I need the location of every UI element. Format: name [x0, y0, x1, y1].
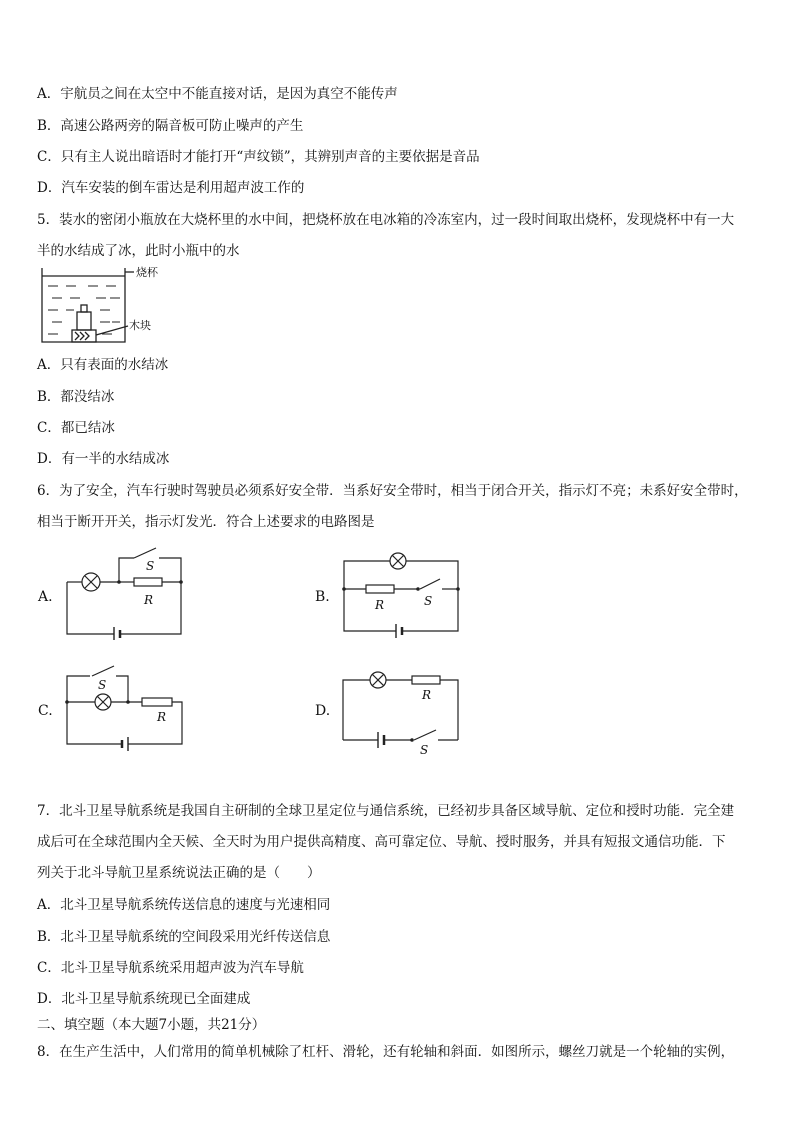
q4-option-c: C．只有主人说出暗语时才能打开“声纹锁”，其辨别声音的主要依据是音品: [37, 149, 480, 165]
q4-option-a: A．宇航员之间在太空中不能直接对话，是因为真空不能传声: [37, 86, 398, 102]
q6-circuit-b: [340, 545, 465, 645]
q5-option-d: D．有一半的水结成冰: [37, 451, 170, 467]
q6-circuit-c: [62, 660, 192, 752]
q6-stem-line2: 相当于断开开关，指示灯发光．符合上述要求的电路图是: [37, 514, 375, 530]
q7-stem-line3: 列关于北斗导航卫星系统说法正确的是（ ）: [37, 865, 321, 881]
q6d-resistor-label: R: [422, 688, 432, 702]
q5-option-b: B．都没结冰: [37, 389, 115, 405]
q6c-switch-label: S: [98, 678, 107, 692]
q6c-resistor-label: R: [157, 710, 167, 724]
q7-option-b: B．北斗卫星导航系统的空间段采用光纤传送信息: [37, 929, 331, 945]
q6-label-a: A.: [38, 589, 53, 605]
section2-heading: 二、填空题（本大题7小题，共21分）: [37, 1017, 266, 1033]
q6b-resistor-label: R: [375, 598, 385, 612]
q6-label-d: D.: [315, 703, 331, 719]
q7-option-c: C．北斗卫星导航系统采用超声波为汽车导航: [37, 960, 304, 976]
q6b-switch-label: S: [424, 594, 433, 608]
q6a-switch-label: S: [146, 559, 155, 573]
q5-stem-line2: 半的水结成了冰，此时小瓶中的水: [37, 243, 240, 259]
q7-option-d: D．北斗卫星导航系统现已全面建成: [37, 991, 251, 1007]
q8-stem-line1: 8．在生产生活中，人们常用的简单机械除了杠杆、滑轮，还有轮轴和斜面．如图所示，螺丝刀就是一个轮轴的实例，: [37, 1044, 735, 1060]
q6d-switch-label: S: [420, 743, 429, 757]
q5-stem-line1: 5．装水的密闭小瓶放在大烧杯里的水中间，把烧杯放在电冰箱的冷冻室内，过一段时间取出烧杯，发现烧杯中有一大: [37, 212, 735, 228]
q7-option-a: A．北斗卫星导航系统传送信息的速度与光速相同: [37, 897, 331, 913]
q5-label-beaker: 烧杯: [136, 266, 158, 279]
q5-option-c: C．都已结冰: [37, 420, 115, 436]
q6-label-c: C.: [38, 703, 53, 719]
q4-option-d: D．汽车安装的倒车雷达是利用超声波工作的: [37, 180, 305, 196]
q7-stem-line2: 成后可在全球范围内全天候、全天时为用户提供高精度、高可靠定位、导航、授时服务，并具有短报文通信功能．下: [37, 834, 726, 850]
q6-circuit-a: [62, 540, 192, 640]
q6-label-b: B.: [315, 589, 330, 605]
q4-option-b: B．高速公路两旁的隔音板可防止噪声的产生: [37, 118, 304, 134]
q6-circuit-d: [340, 668, 465, 758]
q5-beaker-figure: [38, 262, 168, 346]
q6a-resistor-label: R: [144, 593, 154, 607]
q7-stem-line1: 7．北斗卫星导航系统是我国自主研制的全球卫星定位与通信系统，已经初步具备区域导航、定位和授时功能．完全建: [37, 803, 735, 819]
q5-option-a: A．只有表面的水结冰: [37, 357, 169, 373]
q6-stem-line1: 6．为了安全，汽车行驶时驾驶员必须系好安全带．当系好安全带时，相当于闭合开关，指示灯不亮；未系好安全带时，: [37, 483, 748, 499]
q5-label-block: 木块: [129, 319, 151, 332]
